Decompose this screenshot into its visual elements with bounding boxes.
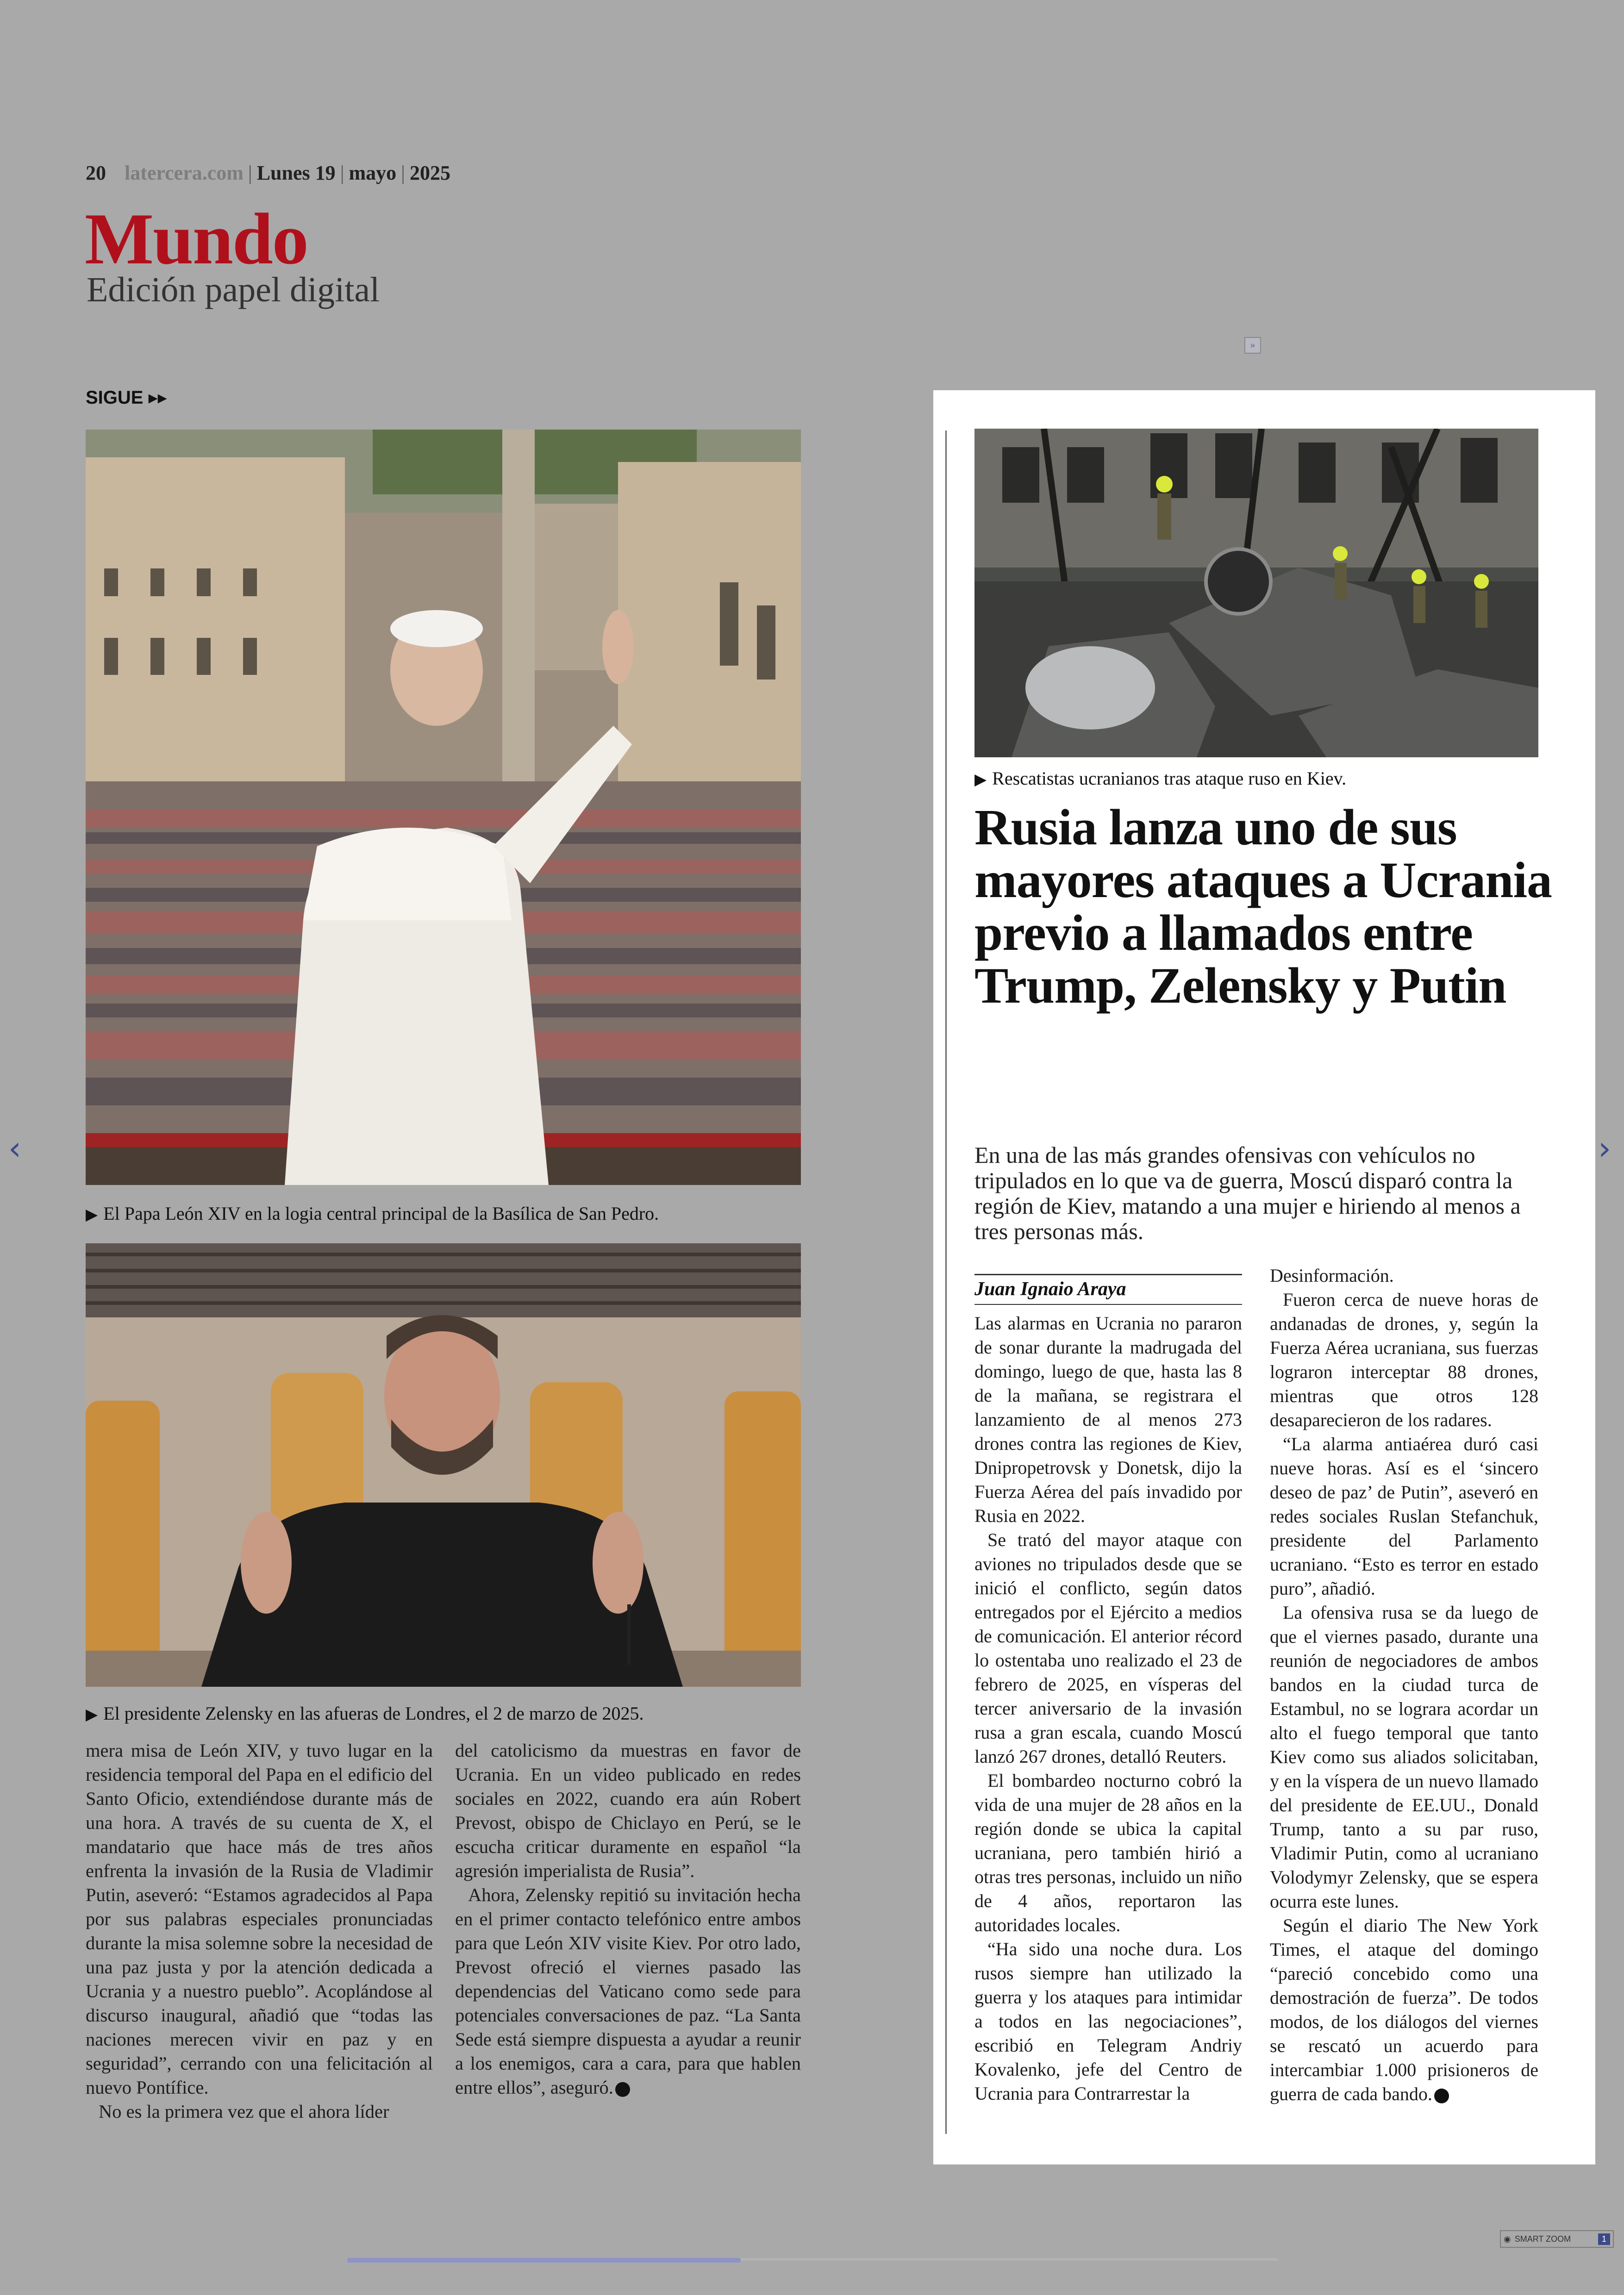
paragraph: Fueron cerca de nueve horas de andanadas de drones, y, según la Fuerza Aérea ucraniana, sus fuerzas lograron interceptar 88 drones, mientras que otros 128 desaparecieron de los radares. [1270, 1289, 1538, 1430]
paragraph: No es la primera vez que el ahora líder [99, 2101, 389, 2122]
paragraph: Desinformación. [1270, 1265, 1394, 1286]
left-article-column-2 [455, 1739, 801, 2100]
paragraph: “Ha sido una noche dura. Los rusos siempre han utilizado la guerra y los ataques para intimidar a todos en las negociaciones”, escribió en Telegram Andriy Kovalenko, jefe del Centro de Ucrania para Contrarrestar la [974, 1939, 1242, 2104]
caption-arrow-icon: ▶ [86, 1706, 98, 1723]
section-title: Mundo [85, 199, 308, 280]
pope-photo [86, 430, 801, 1185]
zelensky-photo-caption: ▶ El presidente Zelensky en las afueras de Londres, el 2 de marzo de 2025. [86, 1703, 644, 1724]
article-column-1 [974, 1311, 1242, 2106]
pope-photo-caption: ▶ El Papa León XIV en la logia central principal de la Basílica de San Pedro. [86, 1203, 659, 1224]
site-name: latercera.com [125, 162, 244, 184]
article-rule [945, 430, 947, 2134]
next-page-icon[interactable]: › [1598, 1129, 1611, 1167]
prev-page-icon[interactable]: ‹ [8, 1129, 21, 1167]
paragraph: Según el diario The New York Times, el ataque del domingo “pareció concebido como una demostración de fuerza”. De todos modos, de los diálogos del viernes se rescató un acuerdo para intercambiar 1.000 prisioneros de guerra de cada bando. [1270, 1915, 1538, 2104]
smart-zoom-label: SMART ZOOM [1514, 2234, 1571, 2244]
continue-label: SIGUE ▸▸ [86, 387, 167, 408]
page-scroll-progress[interactable] [347, 2258, 741, 2263]
paragraph: La ofensiva rusa se da luego de que el viernes pasado, durante una reunión de negociadores de ambos bandos en la ciudad turca de Estambul, no se lograra acordar un alto el fuego temporal que tanto Kiev como sus aliados solicitaban, y en la víspera de un nuevo llamado del presidente de EE.UU., Donald Trump, tanto a su par ruso, Vladimir Putin, como al ucraniano Volodymyr Zelensky, que se espera ocurra este lunes. [1270, 1602, 1538, 1912]
paragraph: Ahora, Zelensky repitió su invitación hecha en el primer contacto telefónico entre ambos para que León XIV visite Kiev. Por otro lado, Prevost ofreció el viernes pasado las dependencias del Vaticano como sede para potenciales conversaciones de paz. “La Santa Sede está siempre dispuesta a ayudar a reunir a los enemigos, cara a cara, para que hablen entre ellos”, aseguró. [455, 1884, 801, 2098]
zelensky-photo [86, 1243, 801, 1687]
page-header-line: 20 latercera.com | Lunes 19 | mayo | 2025 [86, 162, 450, 184]
eye-icon: ◉ [1504, 2234, 1511, 2244]
paragraph: “La alarma antiaérea duró casi nueve horas. Así es el ‘sincero deseo de paz’ de Putin”, aseveró en redes sociales Ruslan Stefanchuk, presidente del Parlamento ucraniano. “Esto es terror en estado puro”, añadió. [1270, 1434, 1538, 1599]
kiev-attack-photo [974, 429, 1538, 757]
kiev-photo-caption: ▶ Rescatistas ucranianos tras ataque ruso en Kiev. [974, 768, 1347, 789]
paragraph: mera misa de León XIV, y tuvo lugar en la residencia temporal del Papa en el edificio del Santo Oficio, extendiéndose durante más de una hora. A través de su cuenta de X, el mandatario que hace más de tres años enfrenta la invasión de la Rusia de Vladimir Putin, aseveró: “Estamos agradecidos al Papa por sus palabras especiales pronunciadas durante la misa solemne sobre la necesidad de una paz justa y por la atención dedicada a Ucrania y a nuestro pueblo”. Acoplándose al discurso inaugural, añadió que “todas las naciones merecen vivir en paz y en seguridad”, cerrando con una felicitación al nuevo Pontífice. [86, 1740, 433, 2098]
article-lede: En una de las más grandes ofensivas con vehículos no tripulados en lo que va de guerra, Moscú disparó contra la región de Kiev, matando a una mujer e hiriendo al menos a tres personas más. [974, 1142, 1521, 1244]
caption-arrow-icon: ▶ [86, 1206, 98, 1223]
end-mark-icon [1434, 2089, 1449, 2103]
paragraph: Se trató del mayor ataque con aviones no tripulados desde que se inició el conflicto, según datos entregados por el Ejército a medios de comunicación. El anterior récord lo ostentaba uno realizado el 23 de febrero de 2025, en vísperas del tercer aniversario de la invasión rusa a gran escala, cuando Moscú lanzó 267 drones, detalló Reuters. [974, 1529, 1242, 1767]
end-mark-icon [615, 2082, 630, 2097]
date-weekday: Lunes 19 [256, 162, 336, 184]
paragraph: El bombardeo nocturno cobró la vida de una mujer de 28 años en la región donde se ubica la capital ucraniana, pero también hirió a otras tres personas, incluido un niño de 4 años, reportaron las autoridades locales. [974, 1770, 1242, 1935]
bookmark-icon[interactable]: » [1244, 337, 1261, 354]
article-headline: Rusia lanza uno de sus mayores ataques a Ucrania previo a llamados entre Trump, Zelensky y Putin [974, 799, 1552, 1014]
section-subtitle: Edición papel digital [87, 270, 380, 309]
paragraph: del catolicismo da muestras en favor de Ucrania. En un video publicado en redes sociales en 2022, cuando era aún Robert Prevost, obispo de Chiclayo en Perú, se le escucha criticar duramente en español “la agresión imperialista de Rusia”. [455, 1740, 801, 1881]
caption-arrow-icon: ▶ [974, 771, 987, 788]
article-byline: Juan Ignaio Araya [974, 1274, 1242, 1305]
date-year: 2025 [409, 162, 450, 184]
left-article-column-1 [86, 1739, 433, 2124]
page-indicator: 1 [1598, 2233, 1610, 2245]
date-month: mayo [349, 162, 397, 184]
smart-zoom-button[interactable] [1500, 2230, 1614, 2248]
paragraph: Las alarmas en Ucrania no pararon de sonar durante la madrugada del domingo, luego de que, hasta las 8 de la mañana, se registrara el lanzamiento de al menos 273 drones contra las regiones de Kiev, Dnipropetrovsk y Donetsk, dijo la Fuerza Aérea del país invadido por Rusia en 2022. [974, 1313, 1242, 1526]
page-number: 20 [86, 162, 106, 184]
article-column-2 [1270, 1264, 1538, 2106]
